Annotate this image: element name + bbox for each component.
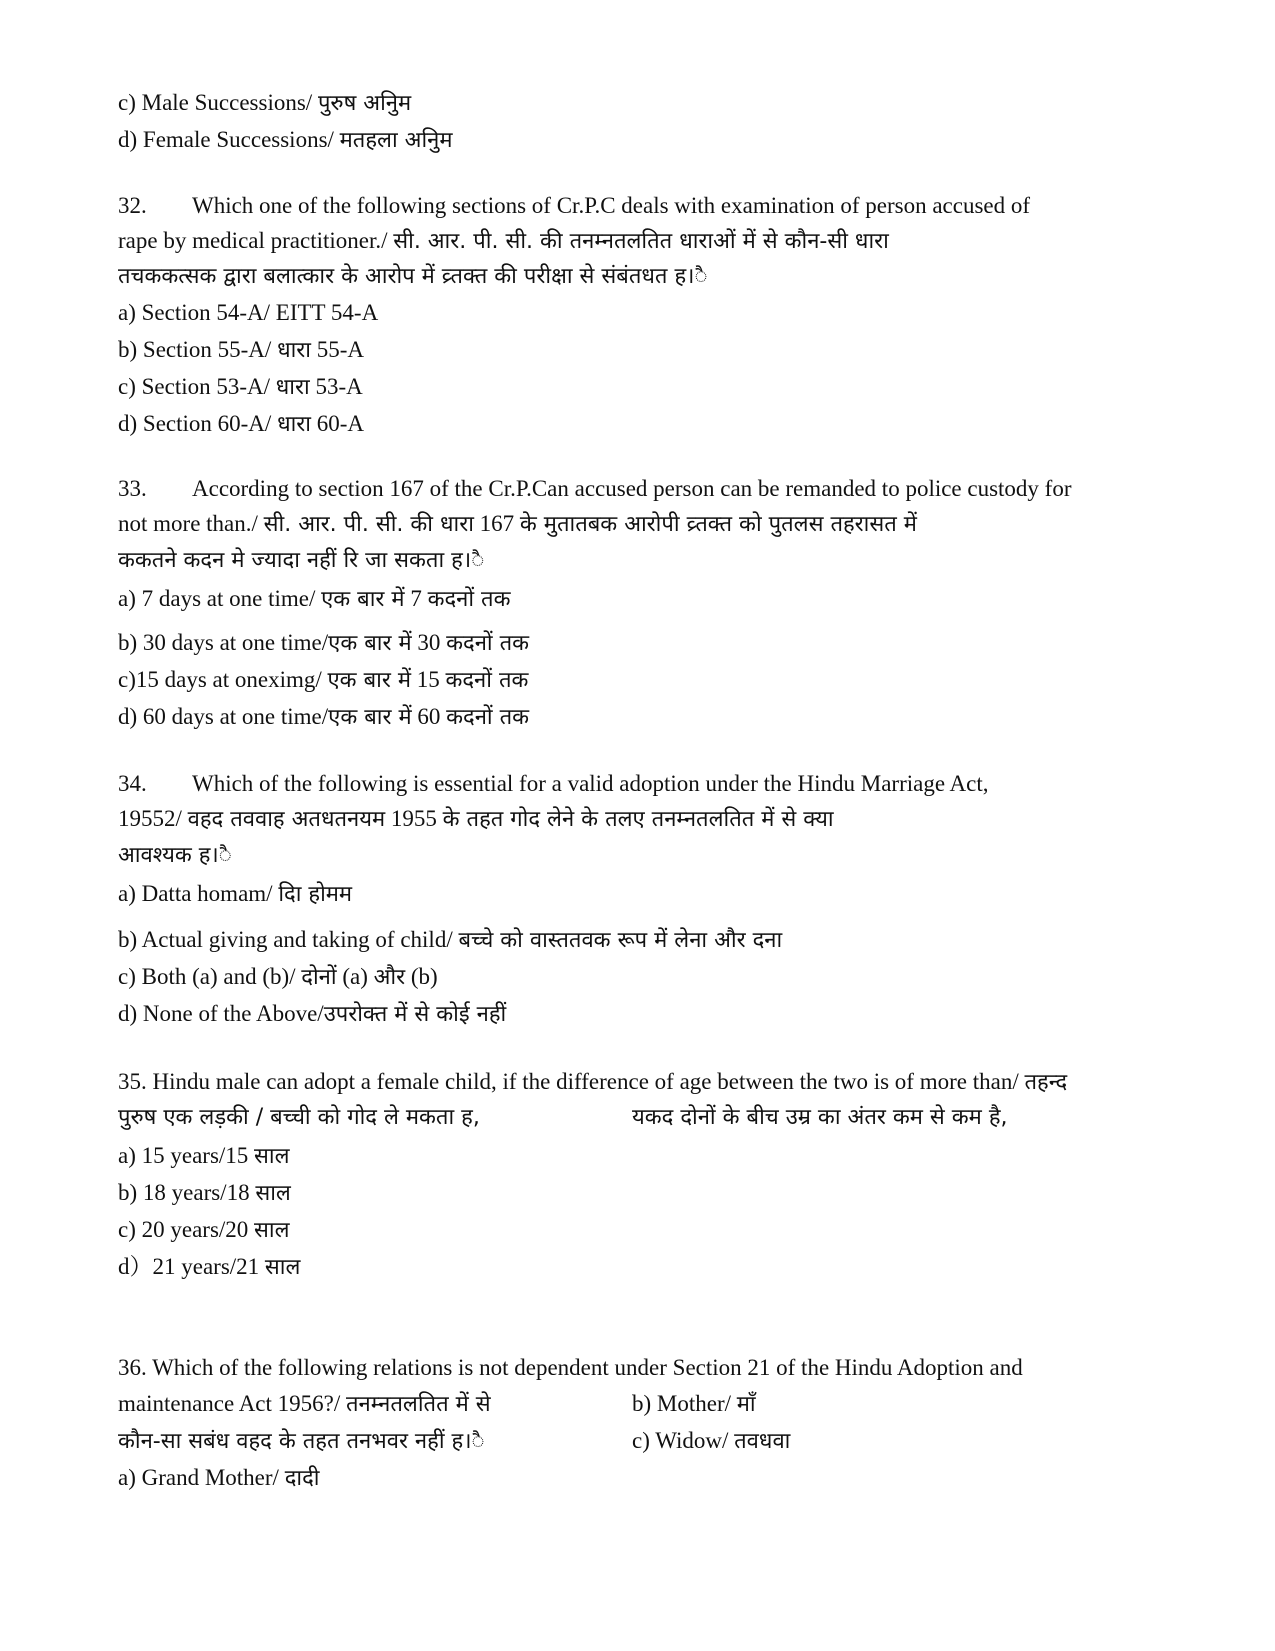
- q35-option-b: [118, 1178, 291, 1209]
- q33-option-d-hi-1: एक बार में: [328, 705, 412, 730]
- q31-option-c-hi: पुरुष अनिुम: [317, 91, 412, 116]
- q33-line-2-hi-1: सी. आर. पी. सी. की धारा: [263, 512, 474, 537]
- q35-option-b-hi: साल: [255, 1181, 291, 1206]
- q33-number: 33.: [118, 476, 147, 501]
- q31-option-d-hi: मतहला अनिुम: [339, 128, 453, 153]
- q32-option-b: [118, 335, 364, 366]
- q35-option-a: [118, 1141, 290, 1172]
- q33-text-line-3: [118, 545, 484, 576]
- q32-option-c-tail: 53-A: [309, 374, 363, 399]
- q36-line-2-hi: तनम्नतलतित में से: [346, 1392, 491, 1417]
- q34-option-c-tail: (b): [405, 964, 438, 989]
- q34-line-2-en: 19552/: [118, 806, 188, 831]
- q34-option-c-mid: (a): [336, 964, 374, 989]
- q34-option-d: [118, 999, 506, 1030]
- q35-option-d-en: d）21 years/21: [118, 1254, 265, 1279]
- q33-option-c: [118, 665, 528, 696]
- q34-text-line-3: [118, 840, 232, 871]
- q36-option-b: [632, 1389, 756, 1420]
- q32-option-c-hi: धारा: [275, 375, 310, 400]
- q34-option-b: [118, 925, 782, 956]
- q35-text-line-1: [118, 1067, 1067, 1098]
- q33-option-c-hi-2: कदनों तक: [445, 668, 529, 693]
- q32-option-d-tail: 60-A: [311, 411, 365, 436]
- q35-text-line-2-right: [632, 1102, 1008, 1133]
- q33-option-a-hi-1: एक बार में: [321, 587, 405, 612]
- q34-option-c-en: c) Both (a) and (b)/: [118, 964, 302, 989]
- q34-line-3-hi: आवश्यक ह।ै: [118, 843, 232, 868]
- q33-option-c-en: c)15 days at oneximg/: [118, 667, 328, 692]
- q32-line-1: Which one of the following sections of Cr.P.C deals with examination of person accused of: [192, 193, 1031, 218]
- q33-option-a-hi-2: कदनों तक: [427, 587, 511, 612]
- q35-option-c-en: c) 20 years/20: [118, 1217, 255, 1242]
- q32-number: 32.: [118, 193, 147, 218]
- q35-option-c: [118, 1215, 290, 1246]
- q33-line-1: According to section 167 of the Cr.P.Can accused person can be remanded to police custody for: [192, 476, 1072, 501]
- q33-option-c-mid: 15: [410, 667, 446, 692]
- q33-option-c-hi-1: एक बार में: [327, 668, 411, 693]
- q32-option-a-text: a) Section 54-A/ EITT 54-A: [118, 300, 379, 325]
- q34-number: 34.: [118, 771, 147, 796]
- q34-text-line-1: [118, 769, 989, 799]
- q36-line-3-hi: कौन-सा सबंध वहद के तहत तनभवर नहीं ह।ै: [118, 1429, 485, 1454]
- q34-line-2-hi-1: वहद तववाह अतधतनयम: [187, 807, 386, 832]
- q35-text-line-2: [118, 1102, 480, 1133]
- q32-option-c-en: c) Section 53-A/: [118, 374, 276, 399]
- q36-option-a-en: a) Grand Mother/: [118, 1465, 285, 1490]
- q34-text-line-2: [118, 804, 834, 835]
- q32-text-line-2: [118, 226, 889, 257]
- q33-option-b-hi-2: कदनों तक: [446, 631, 530, 656]
- q34-option-a-en: a) Datta homam/: [118, 881, 279, 906]
- q32-option-d-en: d) Section 60-A/: [118, 411, 278, 436]
- q34-option-b-en: b) Actual giving and taking of child/: [118, 927, 459, 952]
- q36-text-line-2: [118, 1389, 491, 1420]
- q35-option-b-en: b) 18 years/18: [118, 1180, 256, 1205]
- q33-option-a: [118, 584, 511, 615]
- q36-option-c-en: c) Widow/: [632, 1428, 735, 1453]
- q32-option-a: [118, 298, 378, 328]
- q35-option-c-hi: साल: [254, 1218, 290, 1243]
- q33-option-b: [118, 628, 529, 659]
- q33-text-line-1: [118, 474, 1072, 504]
- q34-option-d-en: d) None of the Above/: [118, 1001, 324, 1026]
- q32-option-d: [118, 409, 364, 440]
- q35-option-d-hi: साल: [264, 1255, 301, 1280]
- q31-option-d-en: d) Female Successions/: [118, 127, 340, 152]
- q36-option-b-en: b) Mother/: [632, 1391, 737, 1416]
- q32-option-b-en: b) Section 55-A/: [118, 337, 278, 362]
- q33-option-a-en: a) 7 days at one time/: [118, 586, 322, 611]
- q36-option-c-hi: तवधवा: [734, 1429, 791, 1454]
- q36-option-a: [118, 1463, 319, 1494]
- q35-option-d: [118, 1252, 300, 1283]
- q33-option-d-en: d) 60 days at one time/: [118, 704, 329, 729]
- q35-line-2-hi-1: पुरुष एक लड़की / बच्ची को गोद ले मकता ह,: [118, 1105, 480, 1130]
- q34-option-a-hi: दिा होमम: [278, 882, 353, 907]
- q34-option-d-hi: उपरोक्त में से कोई नहीं: [323, 1002, 507, 1027]
- q36-option-a-hi: दादी: [284, 1466, 320, 1491]
- q33-text-line-2: [118, 509, 917, 540]
- q36-option-b-hi: माँ: [736, 1392, 756, 1417]
- q32-line-2-hi: सी. आर. पी. सी. की तनम्नतलतित धाराओं में से कौन-सी धारा: [393, 229, 889, 254]
- q32-option-d-hi: धारा: [277, 412, 311, 437]
- q35-line-1-en: 35. Hindu male can adopt a female child, if the difference of age between the two is of more than/: [118, 1069, 1025, 1094]
- q36-text-line-3: [118, 1426, 485, 1457]
- q33-line-2-hi-2: के मुतातबक आरोपी व्र्तक्त को पुतलस तहरासत में: [519, 512, 917, 537]
- q33-option-b-hi-1: एक बार में: [328, 631, 412, 656]
- q31-option-c: [118, 88, 411, 119]
- q36-text-line-1: [118, 1353, 1023, 1383]
- q34-option-c: [118, 962, 438, 993]
- q33-option-b-en: b) 30 days at one time/: [118, 630, 329, 655]
- q32-option-b-tail: 55-A: [311, 337, 365, 362]
- q32-option-c: [118, 372, 363, 403]
- q33-option-b-mid: 30: [411, 630, 447, 655]
- q31-option-c-en: c) Male Successions/: [118, 90, 318, 115]
- q36-line-2-en: maintenance Act 1956?/: [118, 1391, 347, 1416]
- q31-option-d: [118, 125, 453, 156]
- q33-option-d-mid: 60: [411, 704, 447, 729]
- q33-line-2-en: not more than./: [118, 511, 264, 536]
- q32-option-b-hi: धारा: [277, 338, 311, 363]
- q33-option-d: [118, 702, 529, 733]
- q32-text-line-1: [118, 191, 1030, 221]
- q35-option-a-hi: साल: [254, 1144, 290, 1169]
- q33-line-3-hi: ककतने कदन मे ज्यादा नहीं रि जा सकता ह।ै: [118, 548, 485, 573]
- q32-text-line-3: [118, 261, 708, 292]
- q33-line-2-mid: 167: [473, 511, 520, 536]
- q34-line-1: Which of the following is essential for a valid adoption under the Hindu Marriage Act,: [192, 771, 989, 796]
- q32-line-2-en: rape by medical practitioner./: [118, 228, 394, 253]
- q32-line-3-hi: तचककत्सक द्वारा बलात्कार के आरोप में व्र्तक्त की परीक्षा से संबंतधत ह।ै: [118, 264, 708, 289]
- q35-line-2-hi-2: यकद दोनों के बीच उम्र का अंतर कम से कम है,: [632, 1105, 1008, 1130]
- q35-option-a-en: a) 15 years/15: [118, 1143, 255, 1168]
- q34-option-c-hi-1: दोनों: [301, 965, 337, 990]
- q33-option-d-hi-2: कदनों तक: [446, 705, 530, 730]
- q36-line-1: 36. Which of the following relations is not dependent under Section 21 of the Hindu Adoption and: [118, 1355, 1023, 1380]
- q34-option-b-hi: बच्चे को वास्ततवक रूप में लेना और दना: [458, 928, 783, 953]
- q34-line-2-hi-2: के तहत गोद लेने के तलए तनम्नतलतित में से क्या: [442, 807, 834, 832]
- q35-line-1-hi: तहन्द: [1024, 1070, 1068, 1095]
- q34-line-2-mid: 1955: [385, 806, 443, 831]
- q34-option-a: [118, 879, 352, 910]
- q33-option-a-mid: 7: [404, 586, 428, 611]
- q36-option-c: [632, 1426, 790, 1457]
- q34-option-c-hi-2: और: [373, 965, 406, 990]
